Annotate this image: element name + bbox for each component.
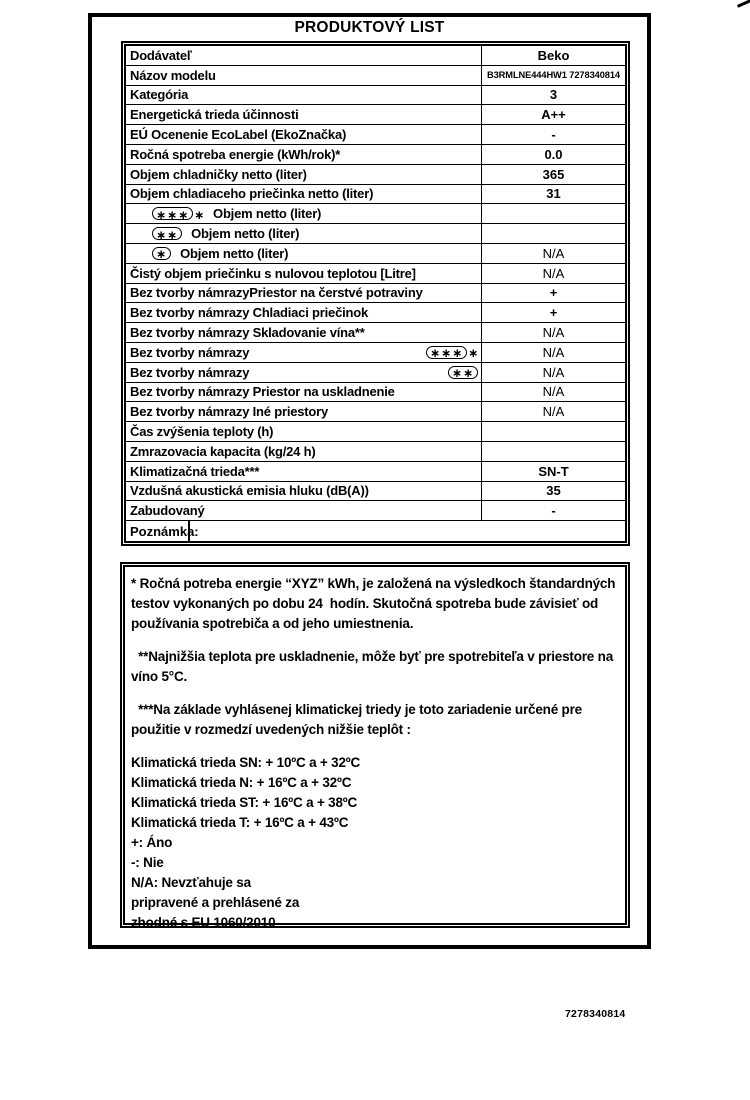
row-label: Zmrazovacia kapacita (kg/24 h)	[130, 443, 316, 459]
table-row	[126, 185, 625, 205]
extra-star-icon: ∗	[194, 207, 205, 222]
document-frame	[88, 13, 651, 949]
footnotes-box	[120, 562, 630, 928]
footnote-paragraph: * Ročná potreba energie “XYZ” kWh, je založená na výsledkoch štandardných testov vykonaných po dobu 24 hodín. Skutočná spotreba bude závisieť od používania spotrebiča a od jeho umiestnenia.	[131, 576, 619, 631]
row-label: Objem chladiaceho priečinka netto (liter)	[130, 186, 374, 202]
table-row	[126, 422, 625, 442]
table-row	[126, 284, 625, 304]
table-row	[126, 204, 625, 224]
row-value: +	[549, 285, 558, 301]
row-value: SN-T	[538, 463, 569, 479]
row-label: Dodávateľ	[130, 47, 192, 63]
table-row	[126, 501, 625, 521]
table-row	[126, 383, 625, 403]
row-value: 31	[546, 186, 561, 202]
row-label-cell	[126, 343, 482, 362]
star-glyphs: ∗∗∗	[429, 346, 464, 361]
table-row	[126, 343, 625, 363]
row-label-cell	[126, 264, 482, 283]
row-label: Bez tvorby námrazy	[130, 364, 250, 380]
row-value: +	[549, 305, 558, 321]
row-label-cell	[126, 185, 482, 204]
legend-line: Klimatická trieda T: + 16ºC a + 43ºC	[131, 815, 349, 830]
row-label-cell	[126, 363, 482, 382]
row-label: Bez tvorby námrazy	[130, 344, 250, 360]
star-box-icon	[426, 346, 467, 359]
row-value: N/A	[542, 384, 565, 400]
table-row	[126, 363, 625, 383]
table-row	[126, 66, 625, 86]
row-label: Objem netto (liter)	[191, 226, 300, 242]
row-value: N/A	[542, 364, 565, 380]
row-label-cell	[126, 224, 482, 243]
row-value: N/A	[542, 325, 565, 341]
star-box-icon	[152, 227, 182, 240]
row-label: EÚ Ocenenie EcoLabel (EkoZnačka)	[130, 127, 347, 143]
freezer-star-rating-icon	[426, 346, 478, 359]
row-value	[482, 204, 625, 223]
legend-line: Klimatická trieda ST: + 16ºC a + 38ºC	[131, 795, 358, 810]
row-label-cell	[126, 501, 482, 520]
star-box-icon	[152, 247, 171, 260]
table-row	[126, 323, 625, 343]
table-row	[126, 402, 625, 422]
row-label: Energetická trieda účinnosti	[130, 107, 299, 123]
legend-line: N/A: Nevzťahuje sa	[131, 875, 251, 890]
product-spec-table	[121, 41, 630, 546]
legend-line: zhodné s EU 1060/2010	[131, 915, 276, 930]
row-label: Bez tvorby námrazy Iné priestory	[130, 404, 329, 420]
row-value	[482, 422, 625, 441]
row-label-cell	[126, 66, 482, 85]
row-value: 0.0	[544, 146, 563, 162]
table-row	[126, 521, 625, 541]
freezer-star-rating-icon	[152, 227, 182, 240]
table-row	[126, 244, 625, 264]
row-label-cell	[126, 442, 482, 461]
table-row	[126, 264, 625, 284]
row-label: Ročná spotreba energie (kWh/rok)*	[130, 146, 341, 162]
row-label-cell	[126, 105, 482, 124]
legend-line: pripravené a prehlásené za	[131, 895, 300, 910]
table-row	[126, 303, 625, 323]
footnote-paragraph: **Najnižšia teplota pre uskladnenie, môže byť pre spotrebiteľa v priestore na víno 5°C.	[131, 649, 617, 684]
row-label-cell	[126, 244, 482, 263]
star-box-icon	[448, 366, 478, 379]
row-label-cell	[126, 86, 482, 105]
row-label: Čistý objem priečinku s nulovou teplotou [Litre]	[130, 265, 416, 281]
star-glyphs: ∗∗	[156, 227, 179, 242]
table-row	[126, 125, 625, 145]
row-value: N/A	[542, 344, 565, 360]
table-row	[126, 46, 625, 66]
row-value: -	[551, 503, 556, 519]
footnote-paragraphs	[131, 574, 623, 740]
table-row	[126, 224, 625, 244]
star-glyphs: ∗	[156, 247, 168, 262]
row-label: Objem netto (liter)	[180, 245, 289, 261]
row-label-cell	[126, 383, 482, 402]
legend-line: +: Áno	[131, 835, 173, 850]
row-value: N/A	[542, 265, 565, 281]
row-value: N/A	[542, 245, 565, 261]
row-label: Objem chladničky netto (liter)	[130, 166, 307, 182]
legend-line: -: Nie	[131, 855, 164, 870]
row-label-cell	[126, 303, 482, 322]
row-value	[482, 224, 625, 243]
row-label-cell	[126, 323, 482, 342]
freezer-star-rating-icon	[152, 247, 171, 260]
row-label-cell	[126, 165, 482, 184]
row-value: B3RMLNE444HW1 7278340814	[487, 70, 620, 81]
row-label-cell	[126, 145, 482, 164]
climate-class-legend	[131, 753, 623, 933]
star-box-icon	[152, 207, 193, 220]
table-row	[126, 442, 625, 462]
document-number: 7278340814	[565, 1008, 626, 1020]
scan-artifact-mark	[737, 0, 750, 8]
table-row	[126, 482, 625, 502]
row-label: Klimatizačná trieda***	[130, 463, 260, 479]
page-title: PRODUKTOVÝ LIST	[294, 19, 445, 36]
freezer-star-rating-icon	[152, 207, 204, 220]
star-glyphs: ∗∗∗	[156, 207, 190, 222]
row-label: Bez tvorby námrazy Priestor na uskladnenie	[130, 384, 395, 400]
row-label-cell	[126, 422, 482, 441]
row-label: Bez tvorby námrazyPriestor na čerstvé potraviny	[130, 285, 423, 301]
row-label-cell	[126, 462, 482, 481]
row-value	[482, 442, 625, 461]
row-label: Kategória	[130, 87, 189, 103]
row-label: Bez tvorby námrazy Skladovanie vína**	[130, 325, 365, 341]
row-value: 3	[549, 87, 558, 103]
row-label-cell	[126, 402, 482, 421]
row-label-cell	[126, 204, 482, 223]
row-value: N/A	[542, 404, 565, 420]
row-label: Názov modelu	[130, 67, 216, 83]
row-value: 365	[542, 166, 565, 182]
row-label-cell	[126, 482, 482, 501]
row-label-cell	[126, 284, 482, 303]
legend-line: Klimatická trieda N: + 16ºC a + 32ºC	[131, 775, 352, 790]
row-label: Čas zvýšenia teploty (h)	[130, 424, 274, 440]
row-label: Bez tvorby námrazy Chladiaci priečinok	[130, 305, 369, 321]
row-label: Objem netto (liter)	[213, 206, 322, 222]
row-label: Poznámka:	[130, 523, 199, 539]
row-value: A++	[541, 107, 566, 123]
legend-line: Klimatická trieda SN: + 10ºC a + 32ºC	[131, 755, 361, 770]
extra-star-icon: ∗	[468, 346, 478, 361]
footnote-paragraph: ***Na základe vyhlásenej klimatickej triedy je toto zariadenie určené pre použitie v rozmedzí uvedených nižšie teplôt :	[131, 702, 586, 737]
row-label-cell	[126, 46, 482, 65]
row-value: Beko	[537, 47, 570, 63]
row-value: -	[551, 127, 556, 143]
row-value: 35	[546, 483, 561, 499]
table-row	[126, 86, 625, 106]
table-row	[126, 145, 625, 165]
freezer-star-rating-icon	[448, 366, 478, 379]
star-glyphs: ∗∗	[451, 366, 474, 381]
table-row	[126, 165, 625, 185]
table-row	[126, 105, 625, 125]
row-label: Vzdušná akustická emisia hluku (dB(A))	[130, 483, 369, 499]
row-label-cell	[126, 125, 482, 144]
row-label: Zabudovaný	[130, 503, 205, 519]
table-row	[126, 462, 625, 482]
